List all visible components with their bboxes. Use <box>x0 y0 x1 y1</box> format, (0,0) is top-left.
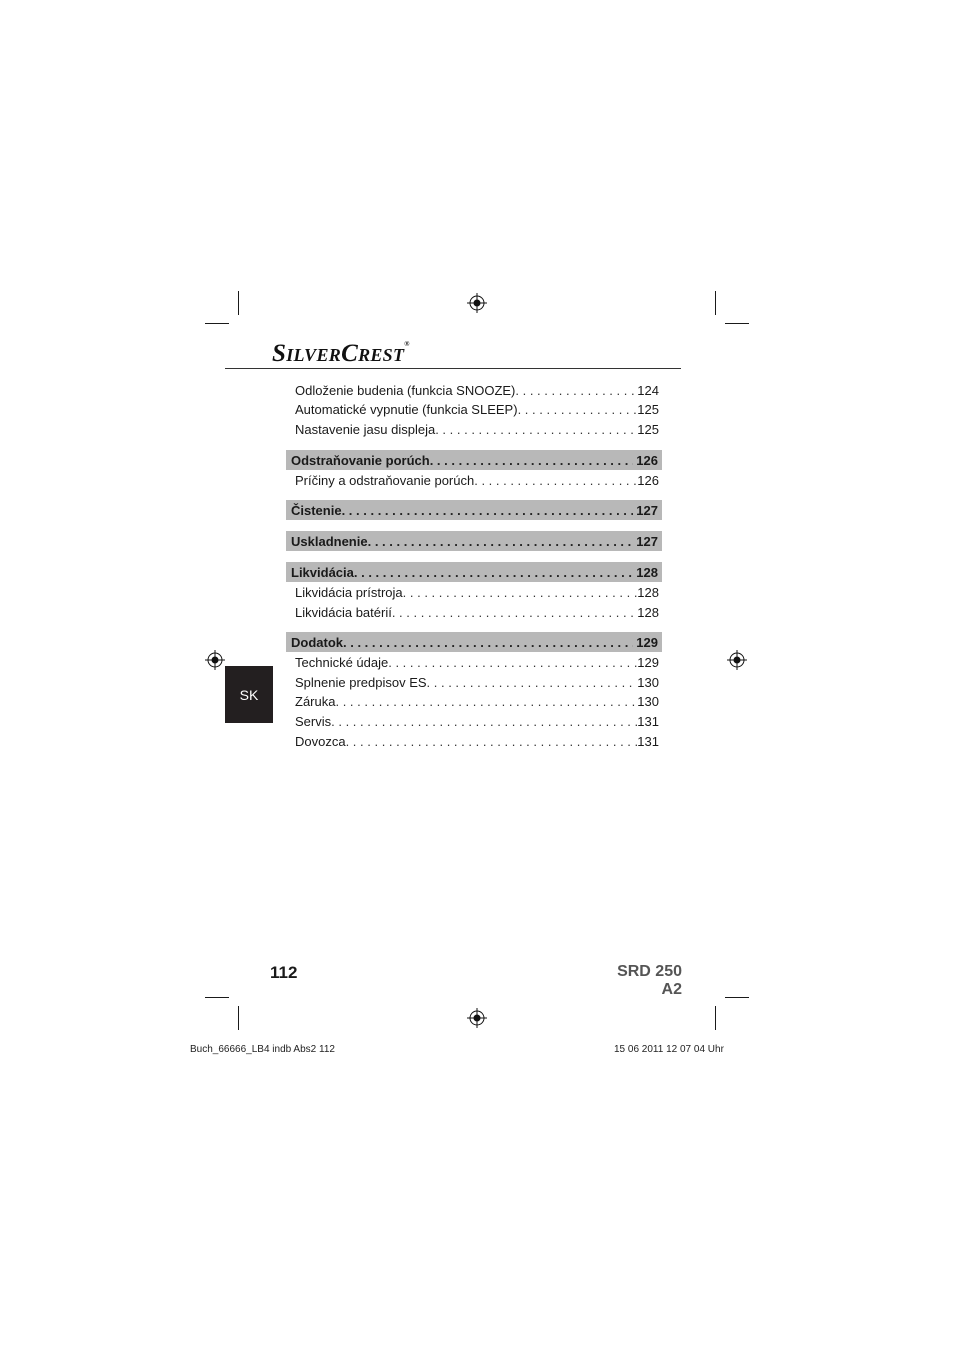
toc-leader <box>435 421 637 439</box>
toc-section <box>286 562 662 582</box>
toc-page: 127 <box>636 533 658 549</box>
registration-mark-icon <box>205 650 225 670</box>
crop-mark <box>725 997 749 998</box>
toc-label: Likvidácia <box>291 564 354 580</box>
print-slug-left: Buch_66666_LB4 indb Abs2 112 <box>190 1044 335 1055</box>
logo-text: ILVER <box>286 345 342 365</box>
registration-mark-icon <box>467 1008 487 1028</box>
crop-mark <box>205 997 229 998</box>
toc-leader <box>427 674 638 692</box>
toc-entry <box>295 584 659 602</box>
toc-entry <box>295 401 659 419</box>
language-code: SK <box>239 686 259 703</box>
toc-page: 129 <box>637 655 659 670</box>
toc-label: Dodatok <box>291 634 343 650</box>
crop-mark <box>205 323 229 324</box>
toc-page: 124 <box>637 383 659 398</box>
toc-label: Likvidácia batérií <box>295 605 392 620</box>
registration-mark-icon <box>467 293 487 313</box>
toc-entry <box>295 382 659 400</box>
toc-label: Splnenie predpisov ES <box>295 675 427 690</box>
language-tab <box>225 666 273 723</box>
crop-mark <box>715 291 716 315</box>
toc-entry <box>295 693 659 711</box>
toc-label: Záruka <box>295 694 336 709</box>
toc-page: 126 <box>636 452 658 468</box>
toc-entry <box>295 604 659 622</box>
header-rule <box>225 368 681 369</box>
toc-label: Odloženie budenia (funkcia SNOOZE) <box>295 383 516 398</box>
logo-text: REST <box>358 345 405 365</box>
toc-page: 128 <box>636 564 658 580</box>
toc-section <box>286 450 662 470</box>
toc-section <box>286 632 662 652</box>
crop-mark <box>725 323 749 324</box>
page-number: 112 <box>270 963 298 982</box>
logo-initial: S <box>272 340 287 367</box>
toc-page: 130 <box>637 694 659 709</box>
toc-entry <box>295 421 659 439</box>
logo-initial: C <box>341 340 359 367</box>
toc-page: 128 <box>637 585 659 600</box>
toc-leader <box>346 733 638 751</box>
toc-entry <box>295 733 659 751</box>
toc-leader <box>368 534 634 549</box>
toc-leader <box>518 401 638 419</box>
toc-entry <box>295 713 659 731</box>
registration-mark-icon <box>727 650 747 670</box>
toc-label: Likvidácia prístroja <box>295 585 403 600</box>
toc-page: 127 <box>636 502 658 518</box>
toc-page: 131 <box>637 734 659 749</box>
crop-mark <box>238 291 239 315</box>
toc-page: 128 <box>637 605 659 620</box>
toc-label: Dovozca <box>295 734 346 749</box>
toc-label: Technické údaje <box>295 655 389 670</box>
toc-label: Automatické vypnutie (funkcia SLEEP) <box>295 402 518 417</box>
toc-leader <box>335 693 637 711</box>
toc-leader <box>392 604 637 622</box>
toc-label: Príčiny a odstraňovanie porúch <box>295 473 475 488</box>
toc-leader <box>430 453 634 468</box>
toc-page: 131 <box>637 714 659 729</box>
toc-page: 125 <box>637 422 659 437</box>
toc-entry <box>295 654 659 672</box>
toc-leader <box>515 382 637 400</box>
toc-page: 125 <box>637 402 659 417</box>
toc-page: 129 <box>636 634 658 650</box>
toc-leader <box>331 713 637 731</box>
brand-logo <box>272 340 410 368</box>
toc-leader <box>354 565 633 580</box>
toc-page: 130 <box>637 675 659 690</box>
toc-leader <box>342 503 634 518</box>
toc-section <box>286 500 662 520</box>
toc-label: Servis <box>295 714 332 729</box>
toc-entry <box>295 674 659 692</box>
toc-leader <box>388 654 637 672</box>
toc-entry <box>295 472 659 490</box>
crop-mark <box>715 1006 716 1030</box>
toc-label: Uskladnenie <box>291 533 368 549</box>
model-number: SRD 250 A2 <box>617 963 682 998</box>
toc-label: Čistenie <box>291 502 342 518</box>
toc-leader <box>403 584 638 602</box>
toc-page: 126 <box>637 473 659 488</box>
toc-label: Odstraňovanie porúch <box>291 452 430 468</box>
toc-label: Nastavenie jasu displeja <box>295 422 436 437</box>
toc-section <box>286 531 662 551</box>
registered-mark: ® <box>404 340 410 348</box>
toc-leader <box>474 472 637 490</box>
crop-mark <box>238 1006 239 1030</box>
print-slug-right: 15 06 2011 12 07 04 Uhr <box>614 1044 724 1055</box>
toc-leader <box>343 635 633 650</box>
